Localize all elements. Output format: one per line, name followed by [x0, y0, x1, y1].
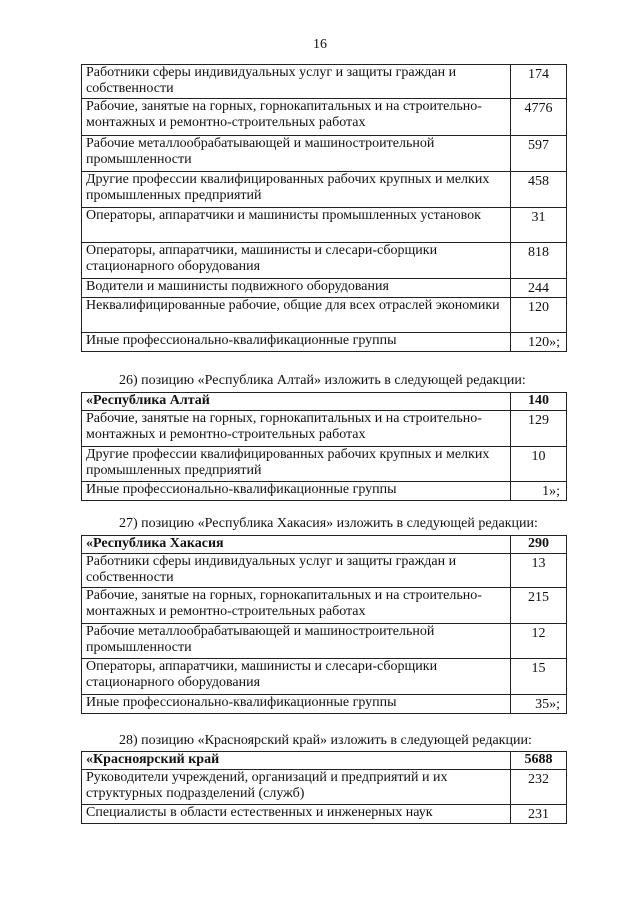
- row-label: Неквалифицированные рабочие, общие для всех отраслей экономики: [82, 298, 511, 333]
- table-continuation: [81, 64, 567, 352]
- row-value: 10: [511, 447, 567, 482]
- table-row: [82, 554, 567, 588]
- row-label: Иные профессионально-квалификационные группы: [82, 695, 511, 714]
- row-label: Руководители учреждений, организаций и предприятий и их структурных подразделений (служб): [82, 770, 511, 805]
- table-header-row: [82, 536, 567, 554]
- row-value: 129: [511, 411, 567, 447]
- region-total: 290: [511, 536, 567, 554]
- row-value: 818: [511, 243, 567, 279]
- table-row: [82, 99, 567, 136]
- table-row: [82, 298, 567, 333]
- section-28-intro: 28) позицию «Красноярский край» изложить в следующей редакции:: [119, 733, 532, 748]
- table-header-row: [82, 393, 567, 411]
- row-label: Работники сферы индивидуальных услуг и защиты граждан и собственности: [82, 554, 511, 588]
- row-value: 174: [511, 65, 567, 99]
- row-label: Водители и машинисты подвижного оборудования: [82, 279, 511, 298]
- table-row: [82, 659, 567, 695]
- section-26-intro: 26) позицию «Республика Алтай» изложить в следующей редакции:: [119, 373, 526, 388]
- table-khakassia: [81, 535, 567, 714]
- row-value: 4776: [511, 99, 567, 136]
- row-label: Другие профессии квалифицированных рабочих крупных и мелких промышленных предприятий: [82, 447, 511, 482]
- row-value: 231: [511, 805, 567, 824]
- row-value: 244: [511, 279, 567, 298]
- row-label: Рабочие, занятые на горных, горнокапитальных и на строительно-монтажных и ремонтно-строительных работах: [82, 411, 511, 447]
- row-value: 232: [511, 770, 567, 805]
- row-value: 120»;: [511, 333, 567, 352]
- table-row: [82, 172, 567, 208]
- row-label: Работники сферы индивидуальных услуг и защиты граждан и собственности: [82, 65, 511, 99]
- table-row: [82, 482, 567, 501]
- table-row: [82, 279, 567, 298]
- section-27-intro: 27) позицию «Республика Хакасия» изложить в следующей редакции:: [119, 516, 538, 531]
- row-label: Операторы, аппаратчики и машинисты промышленных установок: [82, 208, 511, 243]
- row-label: Рабочие, занятые на горных, горнокапитальных и на строительно-монтажных и ремонтно-строительных работах: [82, 588, 511, 624]
- table-row: [82, 588, 567, 624]
- region-total: 5688: [511, 752, 567, 770]
- region-name: «Республика Алтай: [82, 393, 511, 411]
- row-value: 35»;: [511, 695, 567, 714]
- row-label: Операторы, аппаратчики, машинисты и слесари-сборщики стационарного оборудования: [82, 659, 511, 695]
- table-row: [82, 770, 567, 805]
- page-number: 16: [313, 37, 327, 52]
- row-label: Иные профессионально-квалификационные группы: [82, 333, 511, 352]
- region-name: «Красноярский край: [82, 752, 511, 770]
- row-label: Рабочие металлообрабатывающей и машиностроительной промышленности: [82, 136, 511, 172]
- row-label: Иные профессионально-квалификационные группы: [82, 482, 511, 501]
- table-row: [82, 243, 567, 279]
- table-altai: [81, 392, 567, 501]
- table-row: [82, 805, 567, 824]
- table-row: [82, 447, 567, 482]
- table-row: [82, 333, 567, 352]
- row-label: Операторы, аппаратчики, машинисты и слесари-сборщики стационарного оборудования: [82, 243, 511, 279]
- row-value: 215: [511, 588, 567, 624]
- table-row: [82, 208, 567, 243]
- row-value: 13: [511, 554, 567, 588]
- row-value: 31: [511, 208, 567, 243]
- region-name: «Республика Хакасия: [82, 536, 511, 554]
- row-label: Рабочие металлообрабатывающей и машиностроительной промышленности: [82, 624, 511, 659]
- table-row: [82, 65, 567, 99]
- region-total: 140: [511, 393, 567, 411]
- row-value: 458: [511, 172, 567, 208]
- row-label: Рабочие, занятые на горных, горнокапитальных и на строительно-монтажных и ремонтно-строительных работах: [82, 99, 511, 136]
- table-row: [82, 624, 567, 659]
- row-value: 597: [511, 136, 567, 172]
- row-value: 15: [511, 659, 567, 695]
- table-row: [82, 695, 567, 714]
- table-row: [82, 136, 567, 172]
- table-krasnoyarsk: [81, 751, 567, 824]
- table-row: [82, 411, 567, 447]
- row-value: 1»;: [511, 482, 567, 501]
- row-label: Другие профессии квалифицированных рабочих крупных и мелких промышленных предприятий: [82, 172, 511, 208]
- row-value: 120: [511, 298, 567, 333]
- row-label: Специалисты в области естественных и инженерных наук: [82, 805, 511, 824]
- row-value: 12: [511, 624, 567, 659]
- table-header-row: [82, 752, 567, 770]
